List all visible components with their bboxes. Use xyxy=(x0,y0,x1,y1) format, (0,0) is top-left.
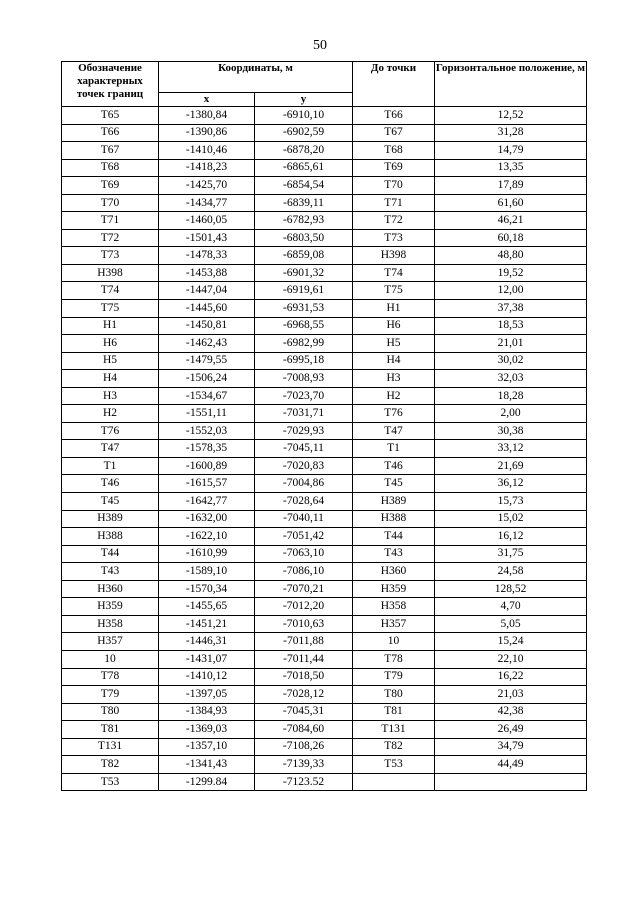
point-cell: Т73 xyxy=(62,247,159,265)
distance-cell: 12,00 xyxy=(435,282,587,300)
table-row xyxy=(62,493,587,511)
y-cell: -7086,10 xyxy=(255,563,353,581)
y-cell: -7018,50 xyxy=(255,668,353,686)
x-cell: -1589,10 xyxy=(159,563,255,581)
point-cell: Т78 xyxy=(62,668,159,686)
x-cell: -1451,21 xyxy=(159,615,255,633)
x-cell: -1447,04 xyxy=(159,282,255,300)
table-row xyxy=(62,264,587,282)
to-point-cell: Т81 xyxy=(353,703,435,721)
x-cell: -1397,05 xyxy=(159,686,255,704)
table-row xyxy=(62,212,587,230)
y-cell: -6910,10 xyxy=(255,107,353,125)
distance-cell: 13,35 xyxy=(435,159,587,177)
distance-cell: 34,79 xyxy=(435,738,587,756)
to-point-cell: Т44 xyxy=(353,528,435,546)
table-row xyxy=(62,756,587,774)
y-cell: -6839,11 xyxy=(255,194,353,212)
y-cell: -7051,42 xyxy=(255,528,353,546)
table-row xyxy=(62,580,587,598)
table-row xyxy=(62,773,587,791)
x-cell: -1551,11 xyxy=(159,405,255,423)
x-cell: -1501,43 xyxy=(159,229,255,247)
table-row xyxy=(62,545,587,563)
distance-cell: 128,52 xyxy=(435,580,587,598)
distance-cell: 21,01 xyxy=(435,335,587,353)
to-point-cell: Т69 xyxy=(353,159,435,177)
to-point-cell: Н4 xyxy=(353,352,435,370)
point-cell: Т66 xyxy=(62,124,159,142)
x-cell: -1455,65 xyxy=(159,598,255,616)
to-point-cell: Н389 xyxy=(353,493,435,511)
x-cell: -1642,77 xyxy=(159,493,255,511)
to-point-cell: Т75 xyxy=(353,282,435,300)
table-row xyxy=(62,528,587,546)
table-row xyxy=(62,387,587,405)
point-cell: Н359 xyxy=(62,598,159,616)
table-body xyxy=(62,107,587,791)
distance-cell: 17,89 xyxy=(435,177,587,195)
to-point-cell: Н359 xyxy=(353,580,435,598)
x-cell: -1610,99 xyxy=(159,545,255,563)
table-row xyxy=(62,317,587,335)
distance-cell: 4,70 xyxy=(435,598,587,616)
to-point-cell: Т73 xyxy=(353,229,435,247)
distance-cell: 21,03 xyxy=(435,686,587,704)
y-cell: -7011,88 xyxy=(255,633,353,651)
x-cell: -1450,81 xyxy=(159,317,255,335)
x-cell: -1552,03 xyxy=(159,422,255,440)
to-point-cell: Т80 xyxy=(353,686,435,704)
header-to-point: До точки xyxy=(353,62,435,107)
table-row xyxy=(62,405,587,423)
to-point-cell: Т1 xyxy=(353,440,435,458)
point-cell: Т65 xyxy=(62,107,159,125)
y-cell: -7008,93 xyxy=(255,370,353,388)
header-designation: Обозначение характерных точек границ xyxy=(62,62,159,107)
header-horizontal-distance: Горизонтальное положение, м xyxy=(435,62,587,107)
y-cell: -6982,99 xyxy=(255,335,353,353)
point-cell: Т82 xyxy=(62,756,159,774)
page-number: 50 xyxy=(313,38,327,53)
distance-cell: 15,73 xyxy=(435,493,587,511)
distance-cell: 26,49 xyxy=(435,721,587,739)
distance-cell: 24,58 xyxy=(435,563,587,581)
distance-cell: 30,38 xyxy=(435,422,587,440)
table-row xyxy=(62,563,587,581)
y-cell: -7012,20 xyxy=(255,598,353,616)
table-row xyxy=(62,650,587,668)
to-point-cell: Т67 xyxy=(353,124,435,142)
x-cell: -1410,12 xyxy=(159,668,255,686)
point-cell: Н360 xyxy=(62,580,159,598)
table-row xyxy=(62,194,587,212)
table-row xyxy=(62,229,587,247)
point-cell: Т76 xyxy=(62,422,159,440)
y-cell: -6859,08 xyxy=(255,247,353,265)
table-row xyxy=(62,177,587,195)
point-cell: Т74 xyxy=(62,282,159,300)
x-cell: -1578,35 xyxy=(159,440,255,458)
to-point-cell: Н6 xyxy=(353,317,435,335)
to-point-cell: Н2 xyxy=(353,387,435,405)
distance-cell: 12,52 xyxy=(435,107,587,125)
x-cell: -1453,88 xyxy=(159,264,255,282)
distance-cell: 21,69 xyxy=(435,457,587,475)
point-cell: Н3 xyxy=(62,387,159,405)
table-row xyxy=(62,615,587,633)
x-cell: -1534,67 xyxy=(159,387,255,405)
point-cell: Т69 xyxy=(62,177,159,195)
distance-cell: 22,10 xyxy=(435,650,587,668)
table-row xyxy=(62,335,587,353)
y-cell: -7029,93 xyxy=(255,422,353,440)
table-row xyxy=(62,124,587,142)
table-row xyxy=(62,703,587,721)
y-cell: -7010,63 xyxy=(255,615,353,633)
y-cell: -7028,64 xyxy=(255,493,353,511)
distance-cell: 2,00 xyxy=(435,405,587,423)
point-cell: Т47 xyxy=(62,440,159,458)
table-row xyxy=(62,738,587,756)
y-cell: -6931,53 xyxy=(255,300,353,318)
table-row xyxy=(62,686,587,704)
y-cell: -7045,31 xyxy=(255,703,353,721)
distance-cell: 15,02 xyxy=(435,510,587,528)
table-row xyxy=(62,282,587,300)
distance-cell: 16,22 xyxy=(435,668,587,686)
y-cell: -7023,70 xyxy=(255,387,353,405)
to-point-cell: Т78 xyxy=(353,650,435,668)
coordinates-table xyxy=(61,61,587,791)
point-cell: Т44 xyxy=(62,545,159,563)
point-cell: Т53 xyxy=(62,773,159,791)
x-cell: -1446,31 xyxy=(159,633,255,651)
y-cell: -7011,44 xyxy=(255,650,353,668)
distance-cell: 46,21 xyxy=(435,212,587,230)
point-cell: 10 xyxy=(62,650,159,668)
distance-cell: 60,18 xyxy=(435,229,587,247)
to-point-cell: Т53 xyxy=(353,756,435,774)
distance-cell: 18,53 xyxy=(435,317,587,335)
to-point-cell: Т79 xyxy=(353,668,435,686)
distance-cell: 33,12 xyxy=(435,440,587,458)
point-cell: Т71 xyxy=(62,212,159,230)
point-cell: Т79 xyxy=(62,686,159,704)
y-cell: -7139,33 xyxy=(255,756,353,774)
point-cell: Н358 xyxy=(62,615,159,633)
point-cell: Н4 xyxy=(62,370,159,388)
x-cell: -1380,84 xyxy=(159,107,255,125)
point-cell: Н1 xyxy=(62,317,159,335)
to-point-cell: Н388 xyxy=(353,510,435,528)
to-point-cell: Н398 xyxy=(353,247,435,265)
header-coordinates: Координаты, м xyxy=(159,62,353,93)
to-point-cell: Т45 xyxy=(353,475,435,493)
x-cell: -1462,43 xyxy=(159,335,255,353)
y-cell: -6968,55 xyxy=(255,317,353,335)
point-cell: Н398 xyxy=(62,264,159,282)
to-point-cell: Н1 xyxy=(353,300,435,318)
x-cell: -1445,60 xyxy=(159,300,255,318)
table-row xyxy=(62,370,587,388)
to-point-cell: Н3 xyxy=(353,370,435,388)
table-row xyxy=(62,633,587,651)
y-cell: -7028,12 xyxy=(255,686,353,704)
point-cell: Т131 xyxy=(62,738,159,756)
distance-cell xyxy=(435,773,587,791)
y-cell: -7020,83 xyxy=(255,457,353,475)
x-cell: -1570,34 xyxy=(159,580,255,598)
table-row xyxy=(62,159,587,177)
y-cell: -7040,11 xyxy=(255,510,353,528)
table-row xyxy=(62,475,587,493)
distance-cell: 5,05 xyxy=(435,615,587,633)
to-point-cell: Т71 xyxy=(353,194,435,212)
y-cell: -7004,86 xyxy=(255,475,353,493)
y-cell: -7045,11 xyxy=(255,440,353,458)
point-cell: Т75 xyxy=(62,300,159,318)
to-point-cell: Т43 xyxy=(353,545,435,563)
point-cell: Т1 xyxy=(62,457,159,475)
distance-cell: 36,12 xyxy=(435,475,587,493)
to-point-cell: Т68 xyxy=(353,142,435,160)
y-cell: -7070,21 xyxy=(255,580,353,598)
y-cell: -7031,71 xyxy=(255,405,353,423)
to-point-cell: Т72 xyxy=(353,212,435,230)
x-cell: -1632,00 xyxy=(159,510,255,528)
point-cell: Т68 xyxy=(62,159,159,177)
distance-cell: 16,12 xyxy=(435,528,587,546)
x-cell: -1622,10 xyxy=(159,528,255,546)
point-cell: Н389 xyxy=(62,510,159,528)
table-row xyxy=(62,352,587,370)
to-point-cell: 10 xyxy=(353,633,435,651)
point-cell: Т45 xyxy=(62,493,159,511)
x-cell: -1299.84 xyxy=(159,773,255,791)
x-cell: -1506,24 xyxy=(159,370,255,388)
distance-cell: 30,02 xyxy=(435,352,587,370)
to-point-cell xyxy=(353,773,435,791)
x-cell: -1479,55 xyxy=(159,352,255,370)
x-cell: -1460,05 xyxy=(159,212,255,230)
point-cell: Н5 xyxy=(62,352,159,370)
y-cell: -6854,54 xyxy=(255,177,353,195)
to-point-cell: Т66 xyxy=(353,107,435,125)
point-cell: Т43 xyxy=(62,563,159,581)
table-row xyxy=(62,721,587,739)
point-cell: Н6 xyxy=(62,335,159,353)
x-cell: -1410,46 xyxy=(159,142,255,160)
table-row xyxy=(62,440,587,458)
point-cell: Н357 xyxy=(62,633,159,651)
header-x: x xyxy=(159,93,255,107)
y-cell: -7123.52 xyxy=(255,773,353,791)
table-row xyxy=(62,142,587,160)
to-point-cell: Т46 xyxy=(353,457,435,475)
distance-cell: 48,80 xyxy=(435,247,587,265)
point-cell: Т81 xyxy=(62,721,159,739)
to-point-cell: Т70 xyxy=(353,177,435,195)
y-cell: -6902,59 xyxy=(255,124,353,142)
x-cell: -1357,10 xyxy=(159,738,255,756)
distance-cell: 31,75 xyxy=(435,545,587,563)
distance-cell: 37,38 xyxy=(435,300,587,318)
point-cell: Т72 xyxy=(62,229,159,247)
to-point-cell: Т74 xyxy=(353,264,435,282)
x-cell: -1341,43 xyxy=(159,756,255,774)
x-cell: -1384,93 xyxy=(159,703,255,721)
x-cell: -1615,57 xyxy=(159,475,255,493)
point-cell: Т80 xyxy=(62,703,159,721)
x-cell: -1390,86 xyxy=(159,124,255,142)
y-cell: -6995,18 xyxy=(255,352,353,370)
point-cell: Т70 xyxy=(62,194,159,212)
distance-cell: 44,49 xyxy=(435,756,587,774)
distance-cell: 61,60 xyxy=(435,194,587,212)
y-cell: -6803,50 xyxy=(255,229,353,247)
table-row xyxy=(62,107,587,125)
y-cell: -6782,93 xyxy=(255,212,353,230)
point-cell: Н2 xyxy=(62,405,159,423)
to-point-cell: Н358 xyxy=(353,598,435,616)
y-cell: -7063,10 xyxy=(255,545,353,563)
table-row xyxy=(62,457,587,475)
table-row xyxy=(62,300,587,318)
y-cell: -6901,32 xyxy=(255,264,353,282)
table-row xyxy=(62,668,587,686)
y-cell: -6878,20 xyxy=(255,142,353,160)
y-cell: -6865,61 xyxy=(255,159,353,177)
to-point-cell: Т47 xyxy=(353,422,435,440)
to-point-cell: Н357 xyxy=(353,615,435,633)
point-cell: Н388 xyxy=(62,528,159,546)
x-cell: -1431,07 xyxy=(159,650,255,668)
y-cell: -7084,60 xyxy=(255,721,353,739)
x-cell: -1418,23 xyxy=(159,159,255,177)
y-cell: -7108,26 xyxy=(255,738,353,756)
x-cell: -1600,89 xyxy=(159,457,255,475)
to-point-cell: Т76 xyxy=(353,405,435,423)
header-y: y xyxy=(255,93,353,107)
distance-cell: 31,28 xyxy=(435,124,587,142)
table-row xyxy=(62,510,587,528)
distance-cell: 32,03 xyxy=(435,370,587,388)
table-row xyxy=(62,598,587,616)
x-cell: -1425,70 xyxy=(159,177,255,195)
point-cell: Т67 xyxy=(62,142,159,160)
table-row xyxy=(62,422,587,440)
to-point-cell: Т82 xyxy=(353,738,435,756)
distance-cell: 15,24 xyxy=(435,633,587,651)
distance-cell: 14,79 xyxy=(435,142,587,160)
x-cell: -1434,77 xyxy=(159,194,255,212)
x-cell: -1478,33 xyxy=(159,247,255,265)
y-cell: -6919,61 xyxy=(255,282,353,300)
point-cell: Т46 xyxy=(62,475,159,493)
to-point-cell: Н5 xyxy=(353,335,435,353)
distance-cell: 19,52 xyxy=(435,264,587,282)
to-point-cell: Т131 xyxy=(353,721,435,739)
distance-cell: 18,28 xyxy=(435,387,587,405)
x-cell: -1369,03 xyxy=(159,721,255,739)
to-point-cell: Н360 xyxy=(353,563,435,581)
table-row xyxy=(62,247,587,265)
distance-cell: 42,38 xyxy=(435,703,587,721)
